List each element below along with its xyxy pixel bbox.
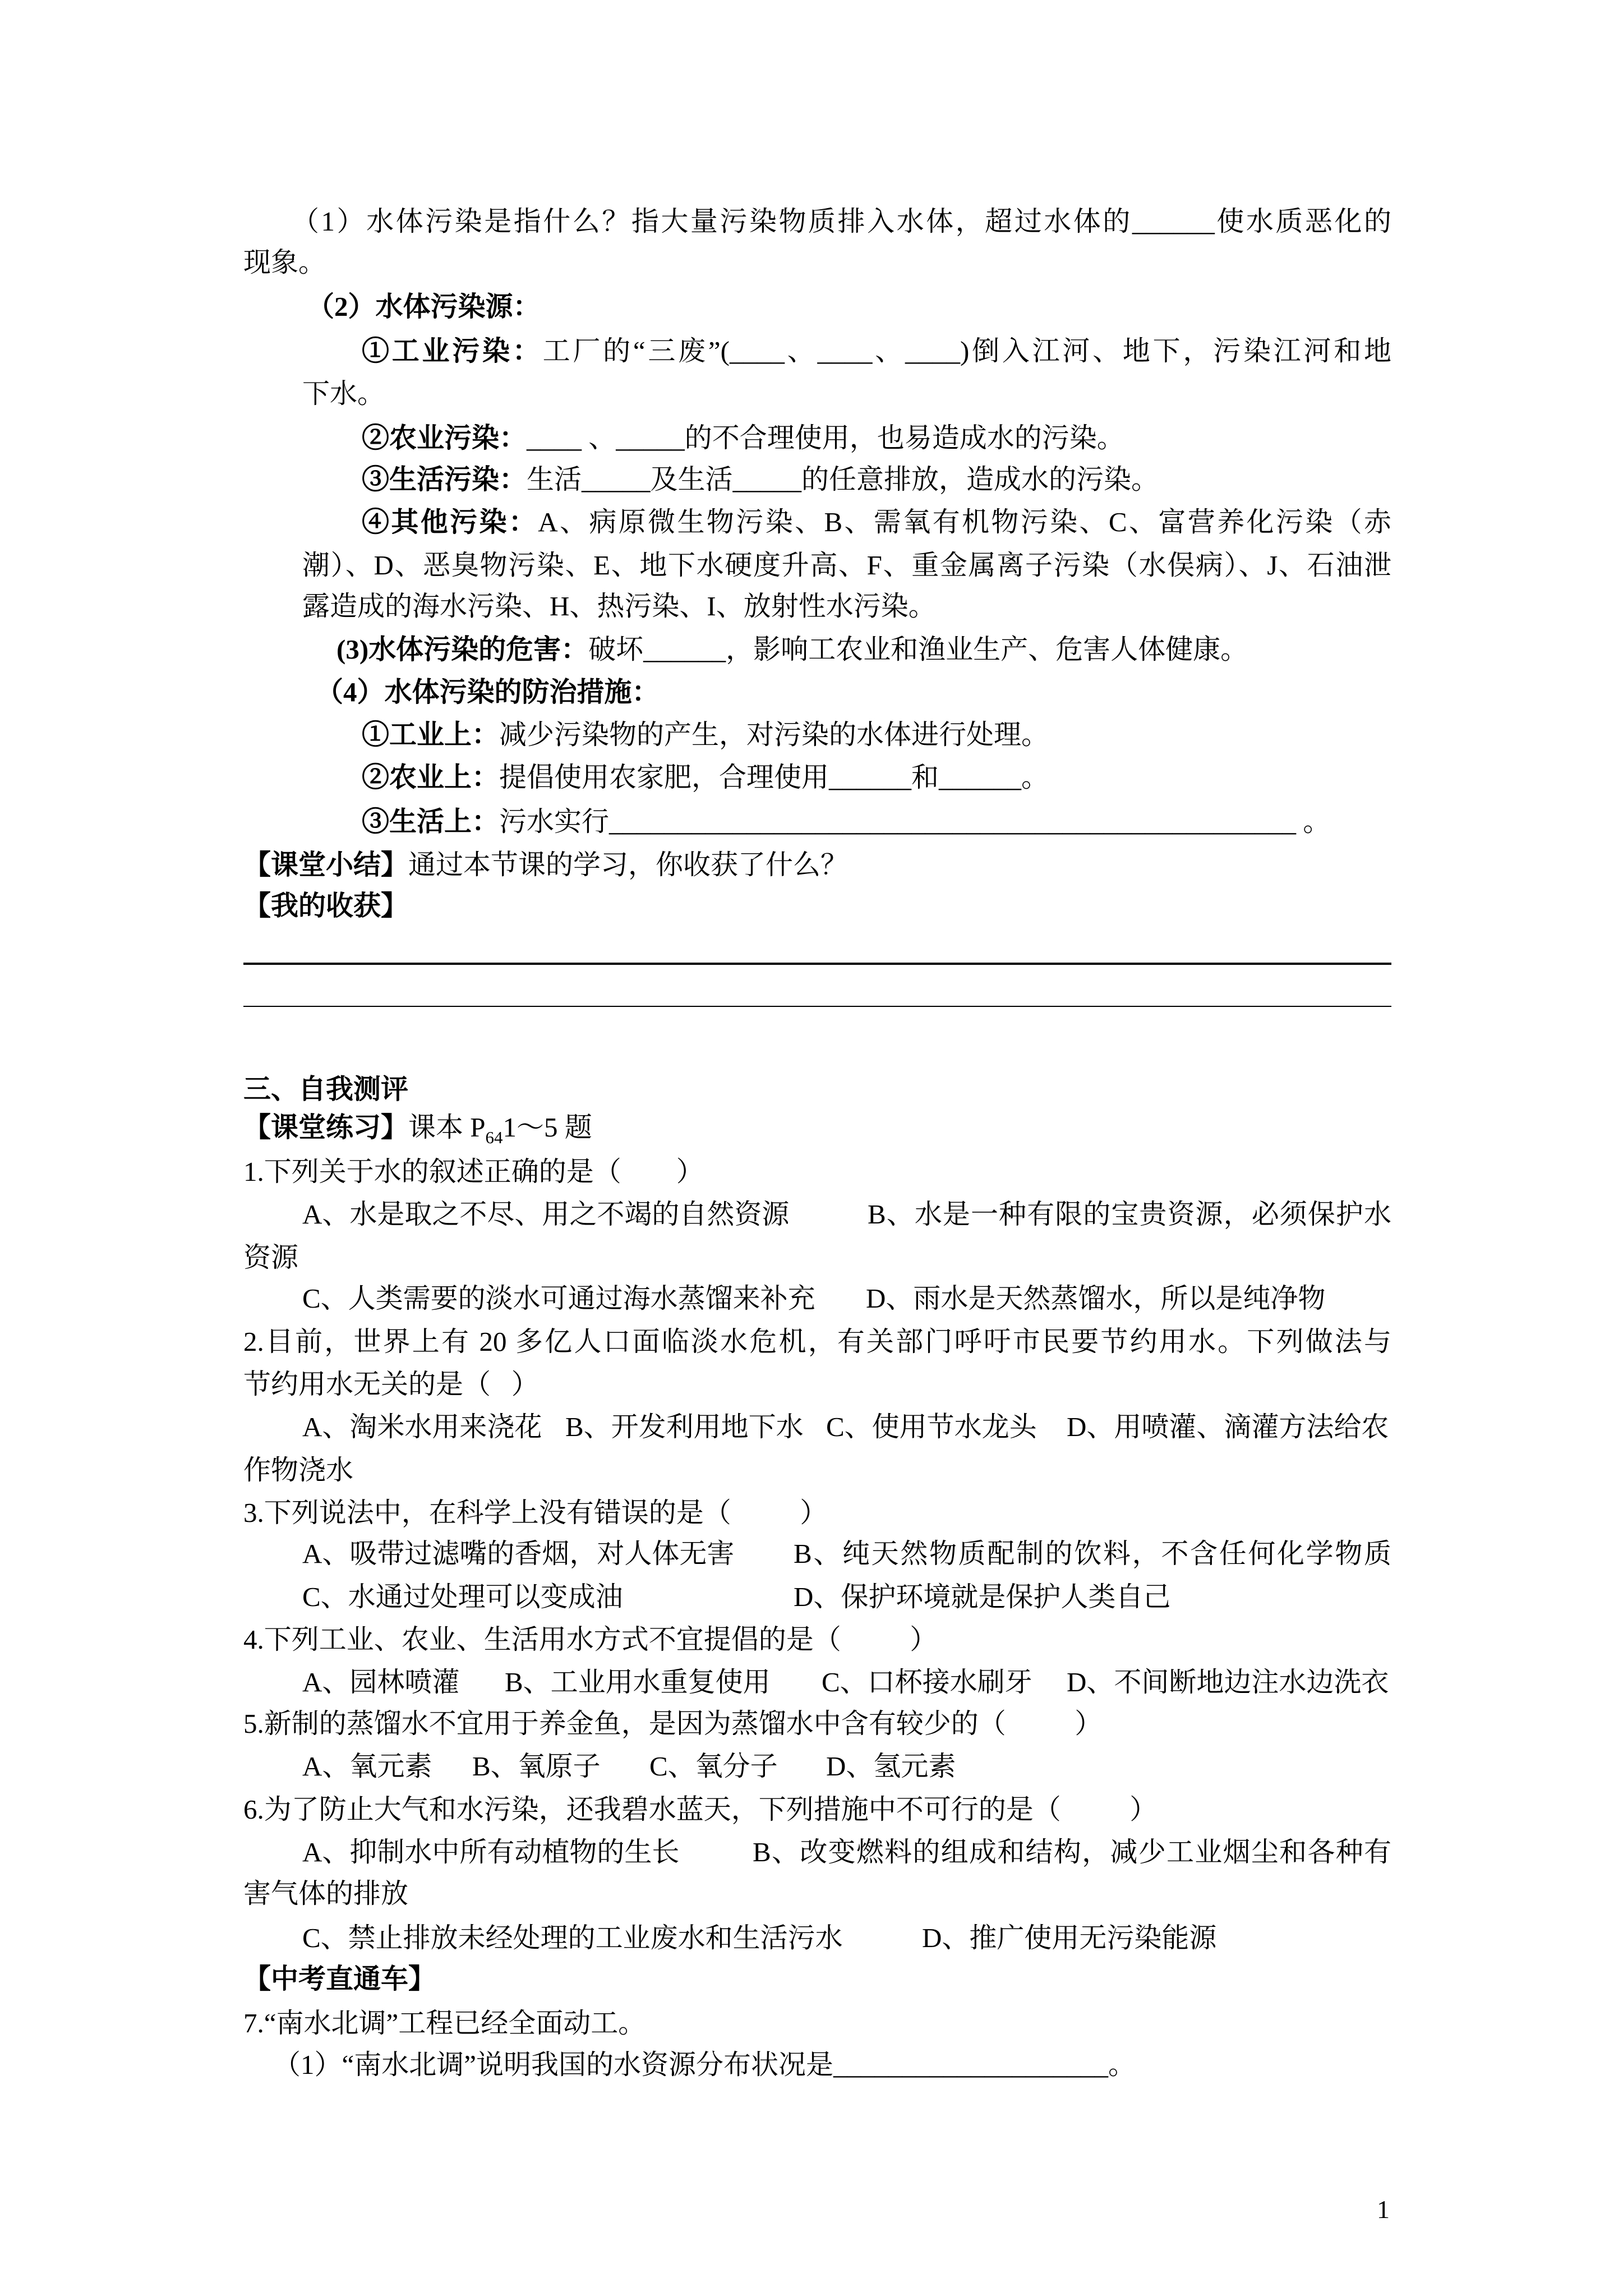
answer-rule-2 [243,1006,1391,1007]
question-7-part-1-blank: ____________________ [833,2049,1108,2080]
domestic-pollution-line [362,463,1159,496]
prevention-heading: （4）水体污染的防治措施： [316,677,660,707]
question-5-stem: 5.新制的蒸馏水不宜用于养金鱼，是因为蒸馏水中含有较少的（ ） [243,1708,1103,1739]
prevention-item-label: ③生活上： [362,806,500,837]
exam-express-label: 【中考直通车】 [243,1963,436,1994]
agricultural-pollution-text: ____ 、_____的不合理使用，也易造成水的污染。 [527,422,1124,453]
question-1-option-b-cont: 资源 [243,1242,299,1273]
question-1-option-c: C、人类需要的淡水可通过海水蒸馏来补充 [302,1283,815,1314]
definition-line-2: 现象。 [243,247,326,278]
question-7-stem: 7.“南水北调”工程已经全面动工。 [243,2008,646,2039]
harm-label: (3)水体污染的危害： [336,634,589,665]
question-3-option-a: A、吸带过滤嘴的香烟，对人体无害 [302,1538,735,1569]
question-4-stem: 4.下列工业、农业、生活用水方式不宜提倡的是（ ） [243,1624,938,1655]
industrial-pollution-text: 工厂的“三废”(____、____、____)倒入江河、地下，污染江河和地 [542,335,1391,366]
question-2-option-c: C、使用节水龙头 [826,1411,1037,1442]
question-3-option-c: C、水通过处理可以变成油 [302,1581,623,1612]
question-7-part-1-end: 。 [1108,2049,1136,2080]
industrial-pollution-label: ①工业污染： [362,335,543,366]
question-2-stem: 2.目前，世界上有 20 多亿人口面临淡水危机，有关部门呼吁市民要节约用水。下列做法与 [243,1326,1391,1357]
question-7-part-1 [273,2048,1136,2082]
question-4-option-c: C、口杯接水刷牙 [822,1667,1032,1697]
domestic-pollution-text: 生活_____及生活_____的任意排放，造成水的污染。 [527,464,1159,495]
other-pollution-label: ④其他污染： [362,507,538,537]
industrial-pollution-cont: 下水。 [302,378,385,409]
question-3-option-b: B、纯天然物质配制的饮料，不含任何化学物质 [794,1538,1391,1569]
question-1-option-a: A、水是取之不尽、用之不竭的自然资源 [302,1199,790,1230]
sources-heading: （2）水体污染源： [307,291,541,322]
prevention-item-label: ①工业上： [362,719,500,750]
lesson-summary-text: 通过本节课的学习，你收获了什么？ [408,849,849,880]
question-7-part-1-text: （1）“南水北调”说明我国的水资源分布状况是 [273,2049,833,2080]
practice-ref-suffix: 1～5 题 [502,1112,592,1143]
question-5-option-c: C、氧分子 [649,1751,778,1782]
industrial-pollution-line [362,334,1391,368]
question-3-stem: 3.下列说法中，在科学上没有错误的是（ ） [243,1497,828,1528]
question-6-option-a: A、抑制水中所有动植物的生长 [302,1837,680,1867]
question-2-option-d-cont: 作物浇水 [243,1455,354,1485]
question-6-option-c: C、禁止排放未经处理的工业废水和生活污水 [302,1922,843,1953]
question-5-option-a: A、氧元素 [302,1751,432,1782]
question-5-option-d: D、氢元素 [826,1751,956,1782]
question-1-option-d: D、雨水是天然蒸馏水，所以是纯净物 [866,1283,1326,1314]
prevention-item-label: ②农业上： [362,762,500,793]
prevention-item-text: 污水实行__________________________________________________ 。 [499,806,1331,837]
question-5-option-b: B、氧原子 [472,1751,601,1782]
prevention-item-text: 提倡使用农家肥，合理使用______和______。 [499,762,1049,793]
lesson-summary-line [243,848,848,882]
question-6-option-b: B、改变燃料的组成和结构，减少工业烟尘和各种有 [753,1837,1391,1867]
practice-line [243,1111,592,1148]
prevention-item-agriculture [362,761,1049,794]
question-6-stem: 6.为了防止大气和水污染，还我碧水蓝天，下列措施中不可行的是（ ） [243,1794,1158,1825]
question-6-option-b-cont: 害气体的排放 [243,1878,409,1909]
other-pollution-cont-2: 露造成的海水污染、H、热污染、I、放射性水污染。 [302,591,936,622]
agricultural-pollution-label: ②农业污染： [362,422,527,453]
other-pollution-text: A、病原微生物污染、B、需氧有机物污染、C、富营养化污染（赤 [538,507,1391,537]
question-2-option-b: B、开发利用地下水 [565,1411,804,1442]
harm-text: 破坏______，影响工农业和渔业生产、危害人体健康。 [588,634,1248,665]
prevention-item-daily-life [362,805,1330,839]
self-assessment-heading: 三、自我测评 [243,1074,409,1105]
practice-ref-prefix: 课本 P [408,1112,486,1143]
question-1-stem: 1.下列关于水的叙述正确的是（ ） [243,1156,704,1187]
other-pollution-line [362,505,1391,539]
practice-label: 【课堂练习】 [243,1112,409,1143]
question-2-stem-cont: 节约用水无关的是（ ） [243,1369,539,1400]
question-3-option-d: D、保护环境就是保护人类自己 [794,1581,1171,1612]
question-4-option-b: B、工业用水重复使用 [505,1667,771,1697]
prevention-item-text: 减少污染物的产生，对污染的水体进行处理。 [499,719,1049,750]
question-4-option-a: A、园林喷灌 [302,1667,460,1697]
practice-ref-page-subscript: 64 [485,1128,503,1147]
question-4-option-d: D、不间断地边注水边洗衣 [1067,1667,1389,1697]
question-6-option-d: D、推广使用无污染能源 [922,1922,1217,1953]
question-2-option-a: A、淘米水用来浇花 [302,1411,542,1442]
prevention-item-industry [362,718,1049,752]
other-pollution-cont-1: 潮）、D、恶臭物污染、E、地下水硬度升高、F、重金属离子污染（水俣病）、J、石油泄 [302,550,1391,581]
my-gains-label: 【我的收获】 [243,890,409,921]
definition-line-1: （1）水体污染是指什么？指大量污染物质排入水体，超过水体的______使水质恶化的 [292,206,1391,237]
domestic-pollution-label: ③生活污染： [362,464,527,495]
page-number: 1 [1377,2195,1390,2224]
agricultural-pollution-line [362,421,1124,455]
harm-line [336,633,1248,666]
question-2-option-d: D、用喷灌、滴灌方法给农 [1067,1411,1389,1442]
lesson-summary-label: 【课堂小结】 [243,849,409,880]
answer-rule-1 [243,963,1391,965]
question-1-option-b: B、水是一种有限的宝贵资源，必须保护水 [868,1199,1391,1230]
